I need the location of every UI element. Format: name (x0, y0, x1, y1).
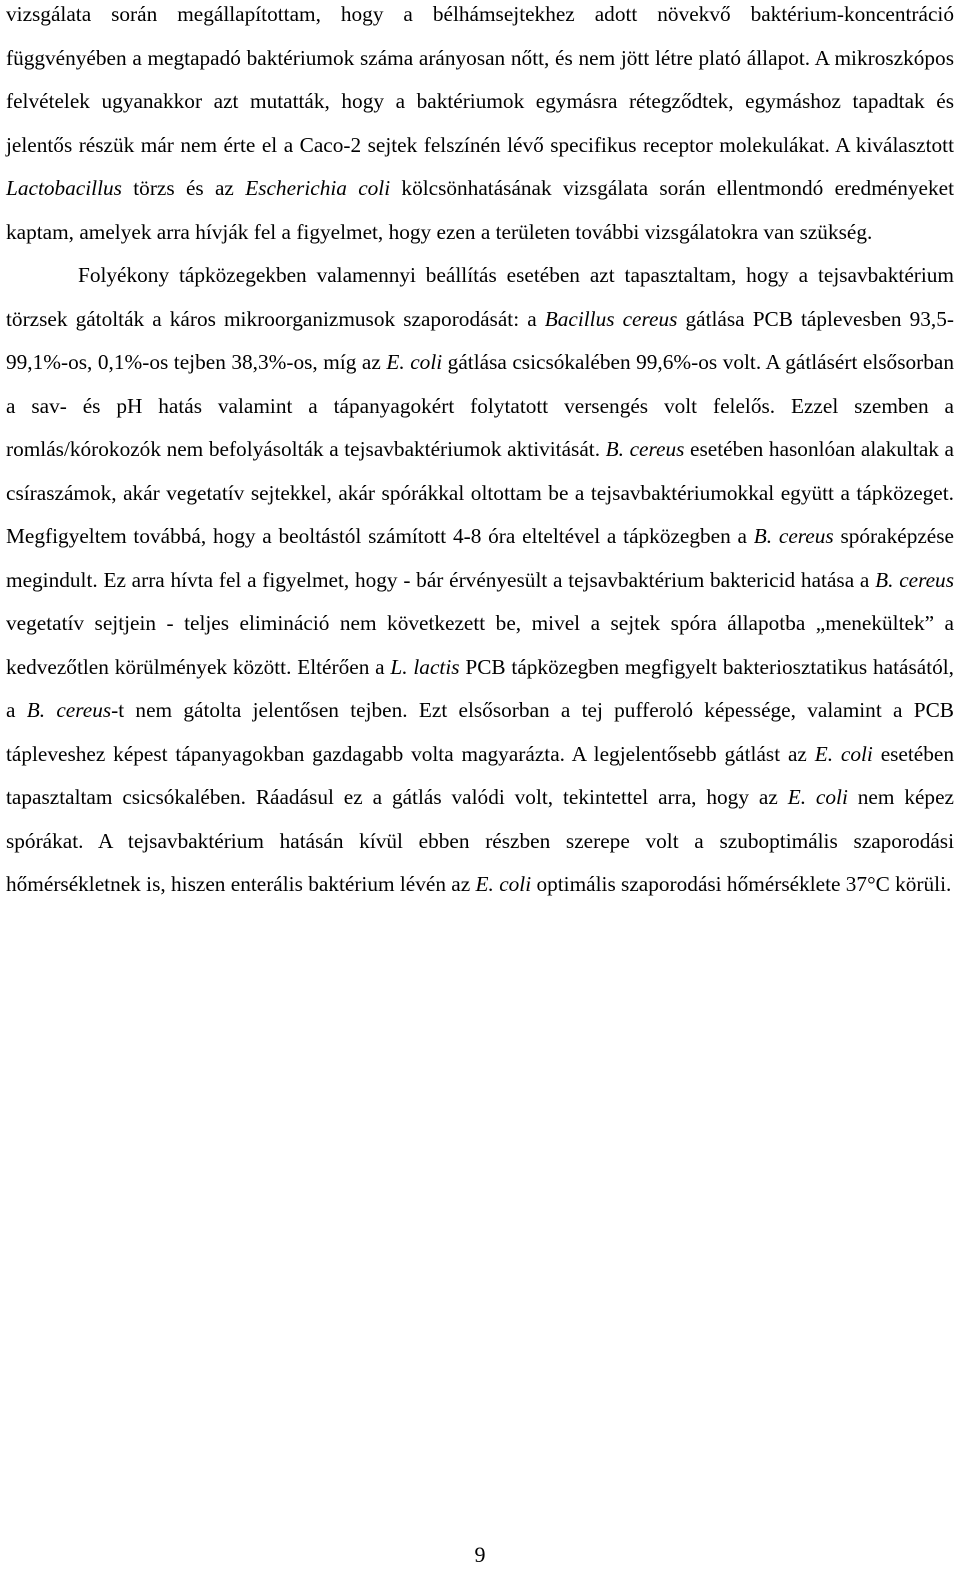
italic-text-run: Bacillus cereus (544, 306, 678, 331)
text-run: spóraképzése megindult. Ez arra hívta fel a figyelmet, hogy - bár érvényesült a tejsavbaktérium baktericid hatása a (6, 524, 954, 592)
text-run: vegetatív sejtjein - teljes elimináció nem következett be, mivel a sejtek spóra állapotba „menekültek” a kedvezőtlen körülmények között. Eltérően a (6, 611, 954, 679)
text-run: esetében tapasztaltam csicsókalében. Ráadásul ez a gátlás valódi volt, tekintettel arra, hogy az (6, 741, 954, 809)
text-run: optimális szaporodási hőmérséklete 37°C körüli. (531, 872, 952, 896)
text-run: Folyékony tápközegekben valamennyi beállítás esetében azt tapasztaltam, hogy a tejsavbaktérium törzsek gátolták a káros mikroorganizmusok szaporodását: a (6, 263, 954, 331)
text-run: gátlása PCB táplevesben 93,5-99,1%-os, 0,1%-os tejben 38,3%-os, míg az (6, 306, 954, 374)
text-run: nem képez spórákat. A tejsavbaktérium hatásán kívül ebben részben szerepe volt a szuboptimális szaporodási hőmérsékletnek is, hiszen enterális baktérium lévén az (6, 785, 954, 896)
text-run: vizsgálata során megállapítottam, hogy a bélhámsejtekhez adott növekvő baktérium-koncentráció függvényében a megtapadó baktériumok száma arányosan nőtt, és nem jött létre plató állapot. A mikroszkópos felvételek ugyanakkor azt mutatták, hogy a baktériumok egymásra rétegződtek, egymáshoz tapadtak és jelentős részük már nem érte el a Caco-2 sejtek felszínén lévő specifikus receptor molekulákat. A kiválasztott (6, 2, 954, 157)
italic-text-run: B. cereus (875, 567, 954, 592)
italic-text-run: B. cereus (26, 698, 112, 722)
italic-text-run: E. coli (814, 741, 873, 766)
page-number-text: 9 (474, 1542, 486, 1567)
italic-text-run: E. coli (475, 872, 532, 896)
text-run: törzs és az (121, 176, 246, 200)
italic-text-run: B. cereus (753, 524, 834, 548)
italic-text-run: E. coli (386, 350, 443, 374)
text-run: kölcsönhatásának vizsgálata során ellentmondó eredményeket kaptam, amelyek arra hívják fel a figyelmet, hogy ezen a területen további vizsgálatokra van szükség. (6, 176, 954, 244)
italic-text-run: B. cereus (605, 437, 685, 461)
italic-text-run: Lactobacillus (6, 176, 122, 200)
text-run: esetében hasonlóan alakultak a csíraszámok, akár vegetatív sejtekkel, akár spórákkal oltottam be a tejsavbaktériumokkal együtt a tápközeget. Megfigyeltem továbbá, hogy a beoltástól számított 4-8 óra elteltével a tápközegben a (6, 437, 955, 548)
page-number (0, 1540, 960, 1570)
italic-text-run: Escherichia coli (245, 176, 391, 200)
paragraph-1 (6, 0, 954, 254)
paragraph-2 (6, 254, 954, 907)
text-run: PCB tápközegben megfigyelt bakteriosztatikus hatásától, a (6, 654, 955, 722)
italic-text-run: L. lactis (390, 654, 460, 679)
text-run: gátlása csicsókalében 99,6%-os volt. A gátlásért elsősorban a sav- és pH hatás valamint a tápanyagokért folytatott versengés volt felelős. Ezzel szemben a romlás/kórokozók nem befolyásolták a tejsavbaktériumok aktivitását. (6, 350, 954, 461)
document-page (6, 0, 954, 907)
text-run: -t nem gátolta jelentősen tejben. Ezt elsősorban a tej pufferoló képessége, valamint a PCB tápleveshez képest tápanyagokban gazdagabb volta magyarázta. A legjelentősebb gátlást az (6, 698, 954, 766)
italic-text-run: E. coli (787, 785, 848, 809)
